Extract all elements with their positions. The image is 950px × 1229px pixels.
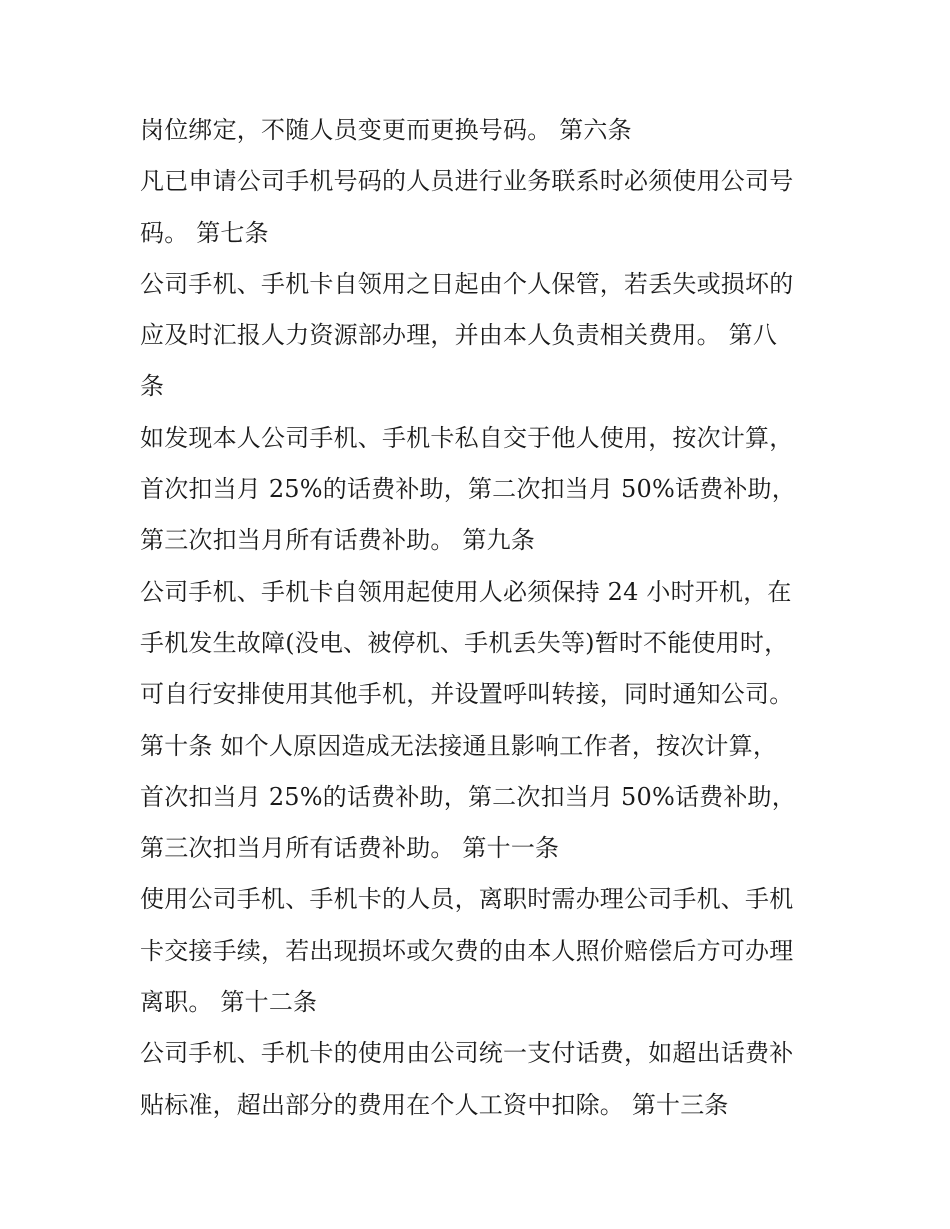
text-line: 手机发生故障(没电、被停机、手机丢失等)暂时不能使用时， <box>140 628 789 657</box>
text-line: 凡已申请公司手机号码的人员进行业务联系时必须使用公司号 <box>140 167 794 196</box>
text-line: 首次扣当月 25%的话费补助，第二次扣当月 50%话费补助， <box>140 782 796 811</box>
text-line: 应及时汇报人力资源部办理，并由本人负责相关费用。 第八 <box>140 321 778 350</box>
text-line: 条 <box>140 372 165 401</box>
text-line: 公司手机、手机卡的使用由公司统一支付话费，如超出话费补 <box>140 1039 794 1068</box>
document-body <box>140 105 820 1131</box>
text-line: 码。 第七条 <box>140 218 269 247</box>
text-line: 第三次扣当月所有话费补助。 第九条 <box>140 526 536 555</box>
text-line: 卡交接手续，若出现损坏或欠费的由本人照价赔偿后方可办理 <box>140 936 794 965</box>
text-line: 公司手机、手机卡自领用之日起由个人保管，若丢失或损坏的 <box>140 269 794 298</box>
text-line: 如发现本人公司手机、手机卡私自交于他人使用，按次计算， <box>140 423 794 452</box>
text-line: 贴标准，超出部分的费用在个人工资中扣除。 第十三条 <box>140 1090 729 1119</box>
text-line: 可自行安排使用其他手机，并设置呼叫转接，同时通知公司。 <box>140 680 794 709</box>
text-line: 离职。 第十二条 <box>140 988 318 1017</box>
text-line: 第三次扣当月所有话费补助。 第十一条 <box>140 834 560 863</box>
text-line: 首次扣当月 25%的话费补助，第二次扣当月 50%话费补助， <box>140 475 796 504</box>
text-line: 公司手机、手机卡自领用起使用人必须保持 24 小时开机，在 <box>140 577 792 606</box>
text-line: 第十条 如个人原因造成无法接通且影响工作者，按次计算， <box>140 731 778 760</box>
text-line: 岗位绑定，不随人员变更而更换号码。 第六条 <box>140 116 632 144</box>
text-line: 使用公司手机、手机卡的人员，离职时需办理公司手机、手机 <box>140 885 794 914</box>
